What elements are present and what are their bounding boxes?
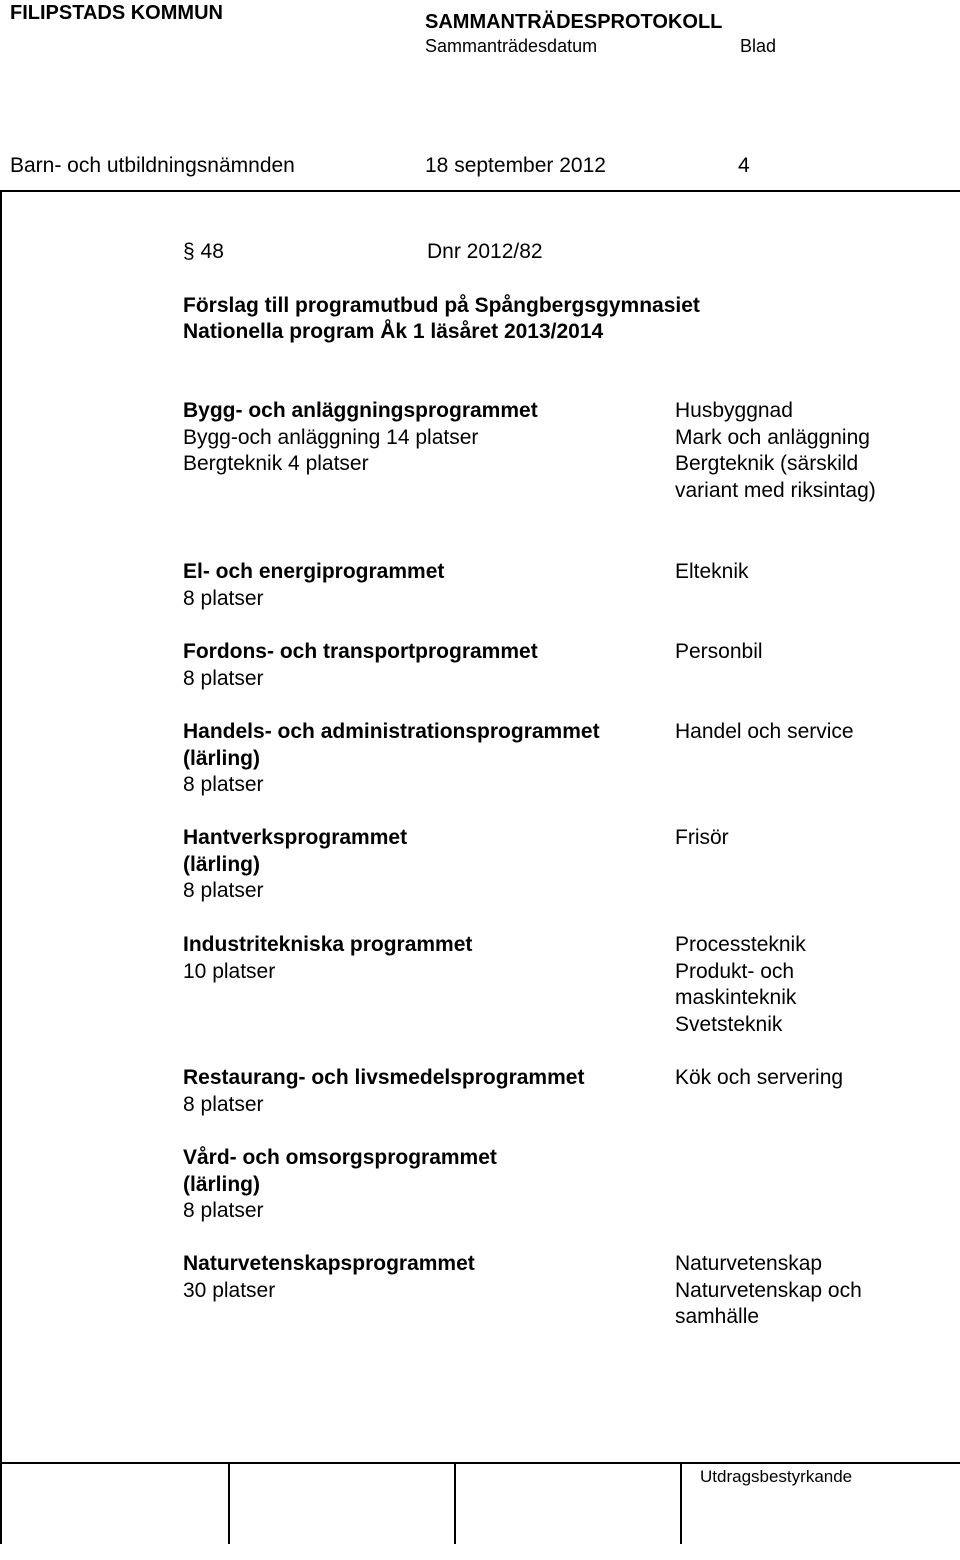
document-type: SAMMANTRÄDESPROTOKOLL [425, 11, 723, 33]
orientation: Elteknik [675, 560, 749, 583]
program-orientation-block [675, 559, 749, 586]
orientation: Svetsteknik [675, 1013, 783, 1037]
municipality-name: FILIPSTADS KOMMUN [10, 2, 223, 24]
orientation: variant med riksintag) [675, 479, 876, 503]
program-name-block [183, 639, 538, 692]
signature-box-divider-3 [680, 1462, 682, 1544]
program-name: Naturvetenskapsprogrammet [183, 1252, 475, 1275]
certification-label: Utdragsbestyrkande [700, 1467, 853, 1486]
paragraph-number: § 48 [183, 240, 224, 263]
meeting-date-label: Sammanträdesdatum [425, 36, 598, 56]
program-orientation-block [675, 1251, 862, 1331]
program-orientation-block [675, 398, 876, 505]
program-name: Fordons- och transportprogrammet [183, 640, 538, 663]
program-detail: 8 platser [183, 879, 264, 903]
program-name: El- och energiprogrammet [183, 560, 445, 583]
program-name-block [183, 398, 538, 478]
header-divider [0, 190, 960, 192]
signature-box-divider-2 [454, 1462, 456, 1544]
program-orientation-block [675, 932, 806, 1039]
committee-name: Barn- och utbildningsnämnden [10, 154, 295, 177]
orientation: Husbyggnad [675, 399, 793, 422]
program-detail: 8 platser [183, 586, 264, 610]
orientation: samhälle [675, 1305, 760, 1329]
program-name-block [183, 1065, 584, 1118]
program-detail: 8 platser [183, 773, 264, 797]
orientation: Kök och servering [675, 1066, 844, 1089]
registration-number: Dnr 2012/82 [427, 240, 543, 263]
footer-divider [0, 1462, 960, 1464]
orientation: Bergteknik (särskild [675, 452, 859, 476]
meeting-date: 18 september 2012 [425, 154, 606, 177]
program-orientation-block [675, 825, 729, 852]
program-detail: 8 platser [183, 1092, 264, 1116]
program-orientation-block [675, 719, 854, 746]
frame-left-border [0, 190, 2, 1544]
program-name: Hantverksprogrammet [183, 826, 408, 849]
program-name-block [183, 559, 444, 612]
program-name-block [183, 719, 600, 799]
orientation: Naturvetenskap och [675, 1278, 862, 1302]
program-name-block [183, 932, 472, 985]
program-name: Restaurang- och livsmedelsprogrammet [183, 1066, 585, 1089]
orientation: Naturvetenskap [675, 1252, 823, 1275]
program-orientation-block [675, 639, 763, 666]
orientation: Frisör [675, 826, 729, 849]
section-title: Förslag till programutbud på Spångbergsgymnasiet [183, 294, 700, 317]
orientation: Personbil [675, 640, 763, 663]
program-detail: Bergteknik 4 platser [183, 452, 369, 476]
program-name: Vård- och omsorgsprogrammet [183, 1146, 497, 1169]
program-detail: 10 platser [183, 959, 276, 983]
program-name: (lärling) [183, 852, 260, 876]
program-detail: 8 platser [183, 1199, 264, 1223]
program-name: (lärling) [183, 1172, 260, 1196]
program-detail: Bygg-och anläggning 14 platser [183, 425, 479, 449]
orientation: Produkt- och [675, 959, 795, 983]
program-orientation-block [675, 1065, 843, 1092]
orientation: Processteknik [675, 933, 806, 956]
program-name-block [183, 825, 407, 905]
page-number: 4 [738, 154, 750, 177]
program-name-block [183, 1145, 497, 1225]
program-name: Handels- och administrationsprogrammet [183, 720, 600, 743]
section-subtitle: Nationella program Åk 1 läsåret 2013/2014 [183, 320, 604, 343]
orientation: Handel och service [675, 720, 854, 743]
program-name: (lärling) [183, 746, 260, 770]
program-name-block [183, 1251, 475, 1304]
program-name: Industritekniska programmet [183, 933, 473, 956]
program-detail: 8 platser [183, 666, 264, 690]
signature-box-divider-1 [228, 1462, 230, 1544]
program-detail: 30 platser [183, 1278, 276, 1302]
page-label: Blad [740, 36, 777, 56]
orientation: Mark och anläggning [675, 425, 870, 449]
orientation: maskinteknik [675, 986, 797, 1010]
program-name: Bygg- och anläggningsprogrammet [183, 399, 538, 422]
